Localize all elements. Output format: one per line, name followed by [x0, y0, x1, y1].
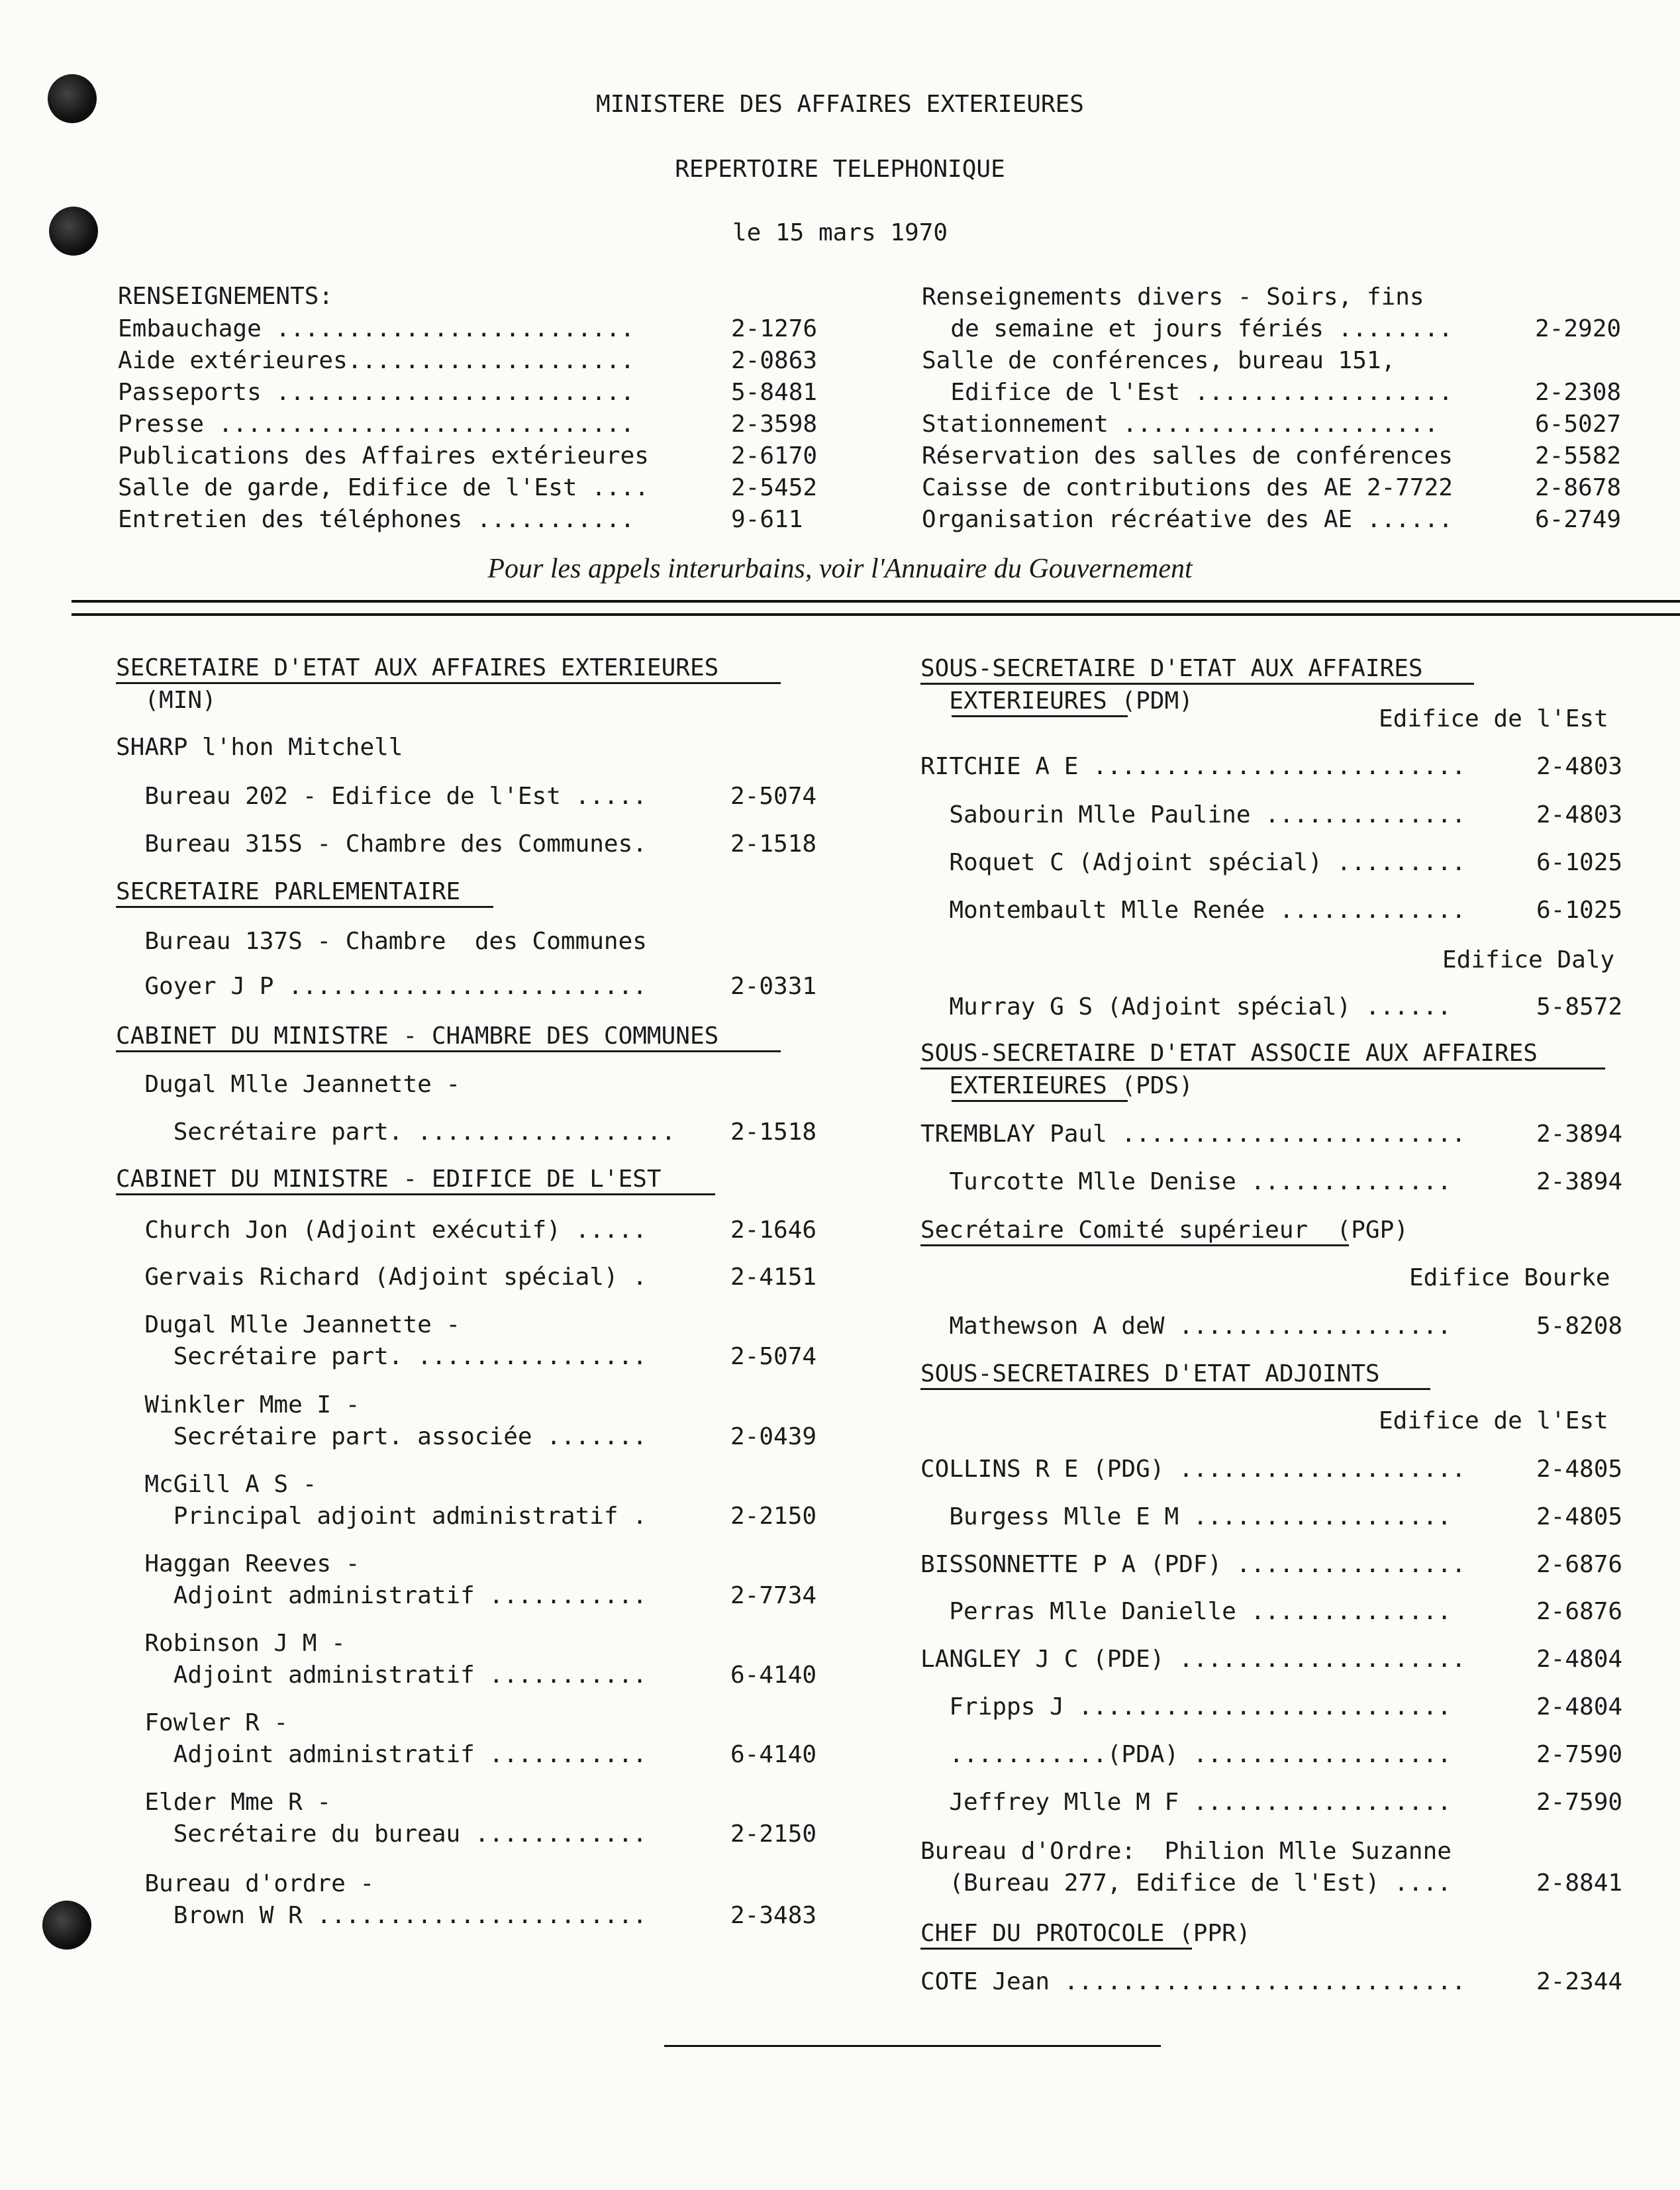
phone-number: 2-0439	[730, 1423, 817, 1450]
list-item: Secrétaire part. ..................	[116, 1119, 676, 1146]
heading-underline	[116, 906, 493, 908]
list-item: Bureau 315S - Chambre des Communes.	[116, 830, 647, 858]
list-item: ...........(PDA) ..................	[920, 1741, 1452, 1768]
list-item: Elder Mme R -	[116, 1789, 332, 1816]
list-item: Bureau d'Ordre: Philion Mlle Suzanne	[920, 1838, 1452, 1865]
info-right-number: 6-5027	[1535, 411, 1622, 438]
phone-number: 2-5074	[730, 1343, 817, 1370]
info-right-label: Edifice de l'Est ..................	[922, 379, 1453, 406]
list-item: EXTERIEURES (PDM)	[920, 687, 1193, 715]
list-item: Brown W R .......................	[116, 1902, 647, 1929]
info-right-label: Organisation récréative des AE ......	[922, 506, 1453, 533]
section-heading-cabinet-east: CABINET DU MINISTRE - EDIFICE DE L'EST	[116, 1166, 662, 1193]
list-item: TREMBLAY Paul ........................	[920, 1120, 1466, 1148]
info-right-number: 2-2920	[1535, 315, 1622, 342]
long-distance-note: Pour les appels interurbains, voir l'Annuaire du Gouvernement	[487, 554, 1193, 584]
list-item: Burgess Mlle E M ..................	[920, 1503, 1452, 1530]
info-heading: RENSEIGNEMENTS:	[118, 283, 334, 310]
list-item: Bureau 137S - Chambre des Communes	[116, 928, 647, 955]
info-right-label: Caisse de contributions des AE 2-7722	[922, 474, 1453, 501]
info-left-label: Publications des Affaires extérieures	[118, 442, 649, 470]
heading-underline	[920, 683, 1474, 685]
phone-number: 2-4804	[1536, 1693, 1623, 1720]
info-left-number: 2-6170	[731, 442, 818, 470]
phone-number: 2-7590	[1536, 1789, 1623, 1816]
phone-number: 2-6876	[1536, 1598, 1623, 1625]
phone-number: 6-1025	[1536, 897, 1623, 924]
list-item: Adjoint administratif ...........	[116, 1741, 647, 1768]
list-item: Gervais Richard (Adjoint spécial) .	[116, 1264, 647, 1291]
list-item: EXTERIEURES (PDS)	[920, 1072, 1193, 1099]
phone-number: 2-4151	[730, 1264, 817, 1291]
list-item: SHARP l'hon Mitchell	[116, 734, 403, 761]
phone-number: 2-4805	[1536, 1456, 1623, 1483]
list-item: Secrétaire part. associée .......	[116, 1423, 647, 1450]
list-item: Perras Mlle Danielle ..............	[920, 1598, 1452, 1625]
list-item: LANGLEY J C (PDE) ....................	[920, 1646, 1466, 1673]
info-left-number: 2-3598	[731, 411, 818, 438]
info-left-label: Entretien des téléphones ...........	[118, 506, 635, 533]
list-item: Fowler R -	[116, 1709, 289, 1736]
heading-underline	[952, 1100, 1128, 1102]
list-item: McGill A S -	[116, 1471, 317, 1498]
section-divider-bottom	[72, 613, 1680, 616]
phone-number: 5-8572	[1536, 993, 1623, 1020]
list-item: Secrétaire part. ................	[116, 1343, 647, 1370]
phone-number: 6-4140	[730, 1741, 817, 1768]
list-item: Murray G S (Adjoint spécial) ......	[920, 993, 1452, 1020]
document-date: le 15 mars 1970	[732, 219, 948, 246]
info-right-number: 2-8678	[1535, 474, 1622, 501]
heading-underline	[920, 1244, 1349, 1246]
section-heading-assistant-secretaries: SOUS-SECRETAIRES D'ETAT ADJOINTS	[920, 1360, 1380, 1387]
list-item: Principal adjoint administratif .	[116, 1503, 647, 1530]
phone-number: 2-7734	[730, 1582, 817, 1609]
list-item: Sabourin Mlle Pauline ..............	[920, 801, 1466, 828]
phone-number: 2-4805	[1536, 1503, 1623, 1530]
list-item: RITCHIE A E ..........................	[920, 753, 1466, 780]
phone-number: 2-3894	[1536, 1168, 1623, 1195]
info-left-number: 2-5452	[731, 474, 818, 501]
list-item: Adjoint administratif ...........	[116, 1662, 647, 1689]
info-right-label: Réservation des salles de conférences	[922, 442, 1453, 470]
info-right-label: Renseignements divers - Soirs, fins	[922, 283, 1424, 311]
phone-number: 2-6876	[1536, 1551, 1623, 1578]
list-item: Goyer J P .........................	[116, 973, 647, 1000]
phone-number: 2-5074	[730, 783, 817, 810]
phone-number: 2-7590	[1536, 1741, 1623, 1768]
phone-number: 2-3483	[730, 1902, 817, 1929]
building-label: Edifice Daly	[1442, 946, 1615, 973]
info-right-label: Salle de conférences, bureau 151,	[922, 347, 1396, 374]
phone-number: 2-3894	[1536, 1120, 1623, 1148]
heading-underline	[920, 1948, 1192, 1950]
info-left-label: Aide extérieures....................	[118, 347, 635, 374]
list-item: COTE Jean ............................	[920, 1968, 1466, 1995]
heading-underline	[116, 1193, 715, 1195]
phone-number: 2-2344	[1536, 1968, 1623, 1995]
section-heading-minister: SECRETAIRE D'ETAT AUX AFFAIRES EXTERIEURES	[116, 654, 719, 681]
section-heading-parl-secretary: SECRETAIRE PARLEMENTAIRE	[116, 878, 461, 905]
list-item: COLLINS R E (PDG) ....................	[920, 1456, 1466, 1483]
section-heading-associate: SOUS-SECRETAIRE D'ETAT ASSOCIE AUX AFFAIRES	[920, 1040, 1538, 1067]
phone-number: 2-1646	[730, 1217, 817, 1244]
list-item: Roquet C (Adjoint spécial) .........	[920, 849, 1466, 876]
heading-underline	[952, 715, 1128, 717]
phone-number: 2-2150	[730, 1820, 817, 1848]
phone-number: 2-4804	[1536, 1646, 1623, 1673]
info-right-label: de semaine et jours fériés ........	[922, 315, 1453, 342]
list-item: Mathewson A deW ...................	[920, 1313, 1452, 1340]
phone-number: 2-2150	[730, 1503, 817, 1530]
building-label: Edifice Bourke	[1409, 1264, 1610, 1291]
heading-underline	[116, 1050, 781, 1052]
heading-underline	[116, 682, 781, 684]
info-left-label: Salle de garde, Edifice de l'Est ....	[118, 474, 649, 501]
list-item: Winkler Mme I -	[116, 1391, 360, 1419]
section-heading-committee: Secrétaire Comité supérieur (PGP)	[920, 1217, 1408, 1244]
list-item: (Bureau 277, Edifice de l'Est) ....	[920, 1869, 1452, 1897]
info-left-number: 2-0863	[731, 347, 818, 374]
list-item: Turcotte Mlle Denise ..............	[920, 1168, 1452, 1195]
info-right-label: Stationnement ......................	[922, 411, 1439, 438]
list-item: Montembault Mlle Renée .............	[920, 897, 1466, 924]
phone-number: 6-4140	[730, 1662, 817, 1689]
info-left-number: 2-1276	[731, 315, 818, 342]
phone-number: 2-4803	[1536, 753, 1623, 780]
phone-number: 2-1518	[730, 830, 817, 858]
info-right-number: 6-2749	[1535, 506, 1622, 533]
section-heading-protocol: CHEF DU PROTOCOLE (PPR)	[920, 1920, 1251, 1947]
info-right-number: 2-2308	[1535, 379, 1622, 406]
list-item: Church Jon (Adjoint exécutif) .....	[116, 1217, 647, 1244]
info-left-label: Embauchage .........................	[118, 315, 635, 342]
list-item: Secrétaire du bureau ............	[116, 1820, 647, 1848]
phone-number: 2-8841	[1536, 1869, 1623, 1897]
footer-rule	[664, 2045, 1161, 2047]
list-item: Haggan Reeves -	[116, 1550, 360, 1577]
list-item: Bureau 202 - Edifice de l'Est .....	[116, 783, 647, 810]
heading-underline	[920, 1068, 1605, 1070]
punch-hole-lower	[42, 1901, 91, 1950]
info-right-number: 2-5582	[1535, 442, 1622, 470]
building-label: Edifice de l'Est	[1379, 1407, 1608, 1434]
list-item: Dugal Mlle Jeannette -	[116, 1071, 461, 1098]
section-heading-under-secretary: SOUS-SECRETAIRE D'ETAT AUX AFFAIRES	[920, 655, 1423, 682]
info-left-label: Presse .............................	[118, 411, 635, 438]
list-item: (MIN)	[116, 687, 217, 714]
phone-number: 6-1025	[1536, 849, 1623, 876]
building-label: Edifice de l'Est	[1379, 705, 1608, 732]
list-item: Adjoint administratif ...........	[116, 1582, 647, 1609]
info-left-label: Passeports .........................	[118, 379, 635, 406]
phone-number: 2-4803	[1536, 801, 1623, 828]
section-divider-top	[72, 600, 1680, 603]
section-heading-cabinet-commons: CABINET DU MINISTRE - CHAMBRE DES COMMUNES	[116, 1022, 719, 1050]
document-title: REPERTOIRE TELEPHONIQUE	[675, 156, 1005, 183]
heading-underline	[920, 1388, 1430, 1390]
list-item: Fripps J ..........................	[920, 1693, 1452, 1720]
list-item: Jeffrey Mlle M F ..................	[920, 1789, 1452, 1816]
list-item: BISSONNETTE P A (PDF) ................	[920, 1551, 1466, 1578]
list-item: Dugal Mlle Jeannette -	[116, 1311, 461, 1338]
phone-number: 2-0331	[730, 973, 817, 1000]
list-item: Robinson J M -	[116, 1630, 346, 1657]
list-item: Bureau d'ordre -	[116, 1870, 375, 1897]
phone-number: 5-8208	[1536, 1313, 1623, 1340]
phone-number: 2-1518	[730, 1119, 817, 1146]
info-left-number: 9-611	[731, 506, 803, 533]
info-left-number: 5-8481	[731, 379, 818, 406]
ministry-title: MINISTERE DES AFFAIRES EXTERIEURES	[596, 91, 1084, 118]
